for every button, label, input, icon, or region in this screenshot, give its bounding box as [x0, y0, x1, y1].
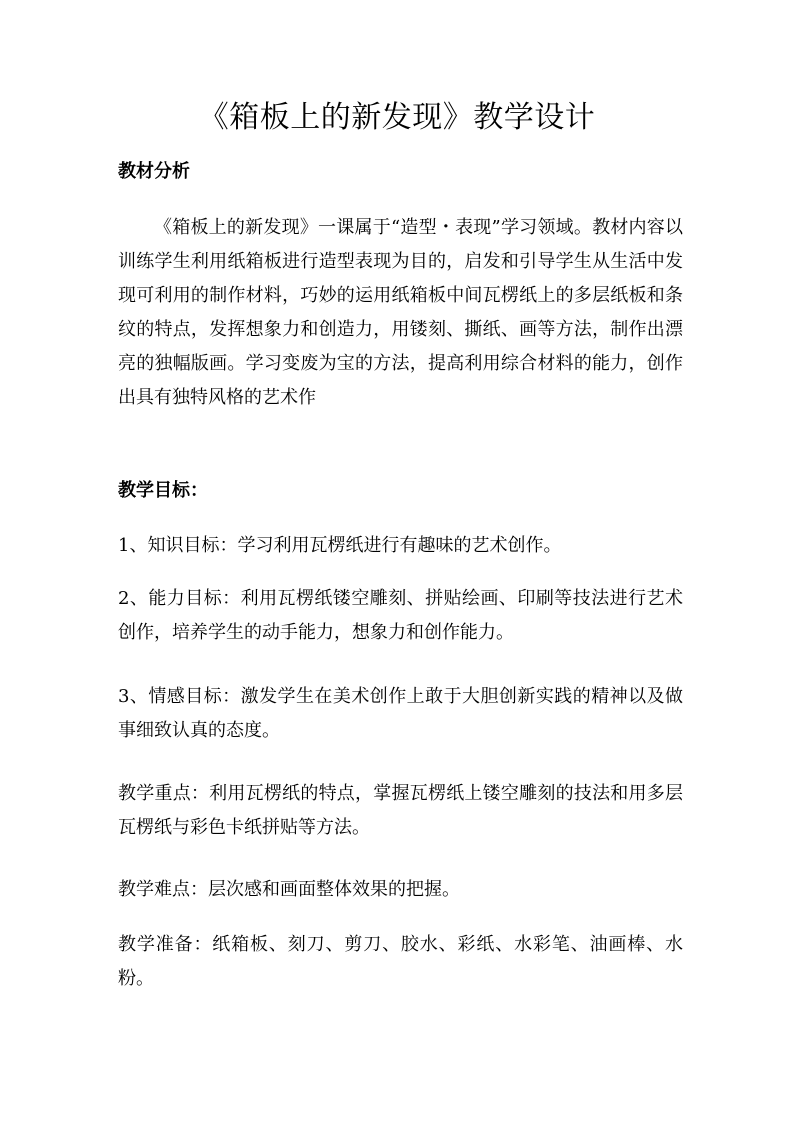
goal-ability: 2、能力目标：利用瓦楞纸镂空雕刻、拼贴绘画、印刷等技法进行艺术创作，培养学生的动手能力，想象力和创作能力。	[118, 588, 683, 643]
goal-emotion: 3、情感目标：激发学生在美术创作上敢于大胆创新实践的精神以及做事细致认真的态度。	[118, 686, 683, 741]
analysis-heading: 教材分析	[118, 161, 190, 182]
difficulty-paragraph: 教学难点：层次感和画面整体效果的把握。	[118, 879, 460, 900]
document-title: 《箱板上的新发现》教学设计	[198, 100, 596, 135]
key-point-paragraph: 教学重点：利用瓦楞纸的特点，掌握瓦楞纸上镂空雕刻的技法和用多层瓦楞纸与彩色卡纸拼贴等方法。	[118, 783, 683, 838]
goal-knowledge: 1、知识目标：学习利用瓦楞纸进行有趣味的艺术创作。	[118, 535, 562, 556]
analysis-paragraph: 《箱板上的新发现》一课属于“造型・表现”学习领域。教材内容以训练学生利用纸箱板进行造型表现为目的，启发和引导学生从生活中发现可利用的制作材料，巧妙的运用纸箱板中间瓦楞纸上的多层纸板和条纹的特点，发挥想象力和创造力，用镂刻、撕纸、画等方法，制作出漂亮的独幅版画。学习变废为宝的方法，提高利用综合材料的能力，创作出具有独特风格的艺术作	[118, 217, 683, 408]
preparation-paragraph: 教学准备：纸箱板、刻刀、剪刀、胶水、彩纸、水彩笔、油画棒、水粉。	[118, 934, 683, 989]
goals-heading: 教学目标：	[118, 480, 208, 501]
